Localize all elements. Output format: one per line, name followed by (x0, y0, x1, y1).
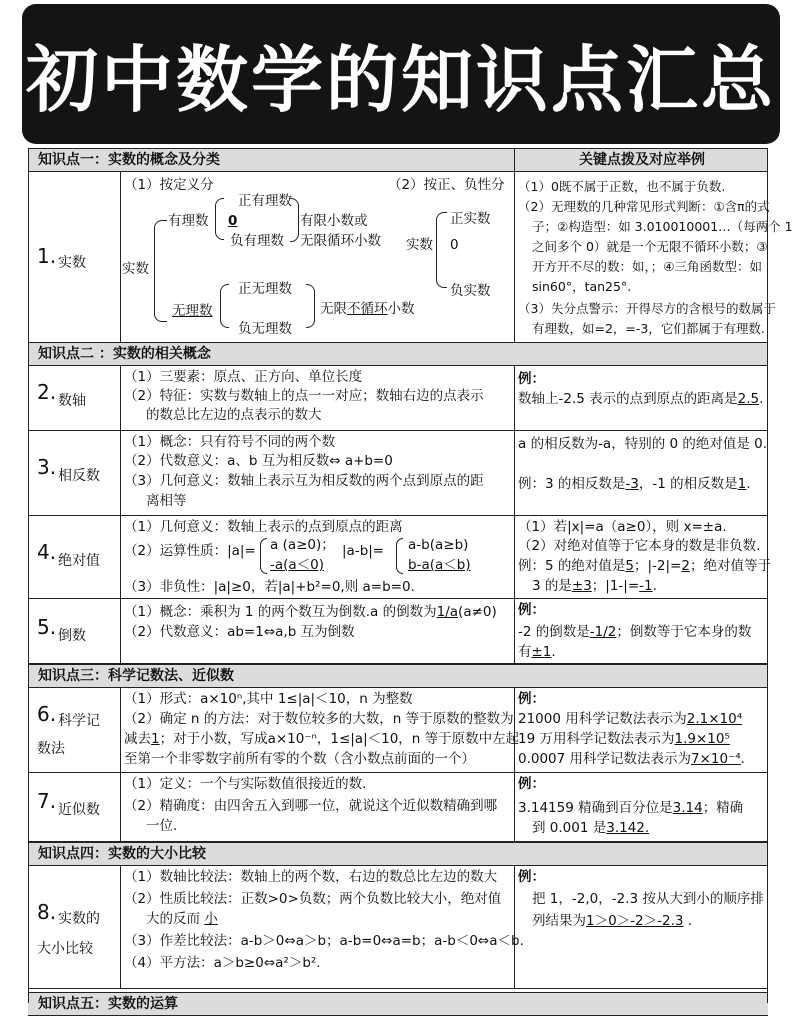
row-label (28, 172, 121, 342)
key-point-line: 有理数，如=2，=-3，它们都属于有理数. (532, 321, 765, 336)
term-positive-real: 正实数 (450, 211, 491, 227)
row-name: 数法 (37, 741, 65, 757)
definition-line: （3）作差比较法：a-b＞0⇔a＞b；a-b=0⇔a=b；a-b＜0⇔a＜b. (124, 933, 524, 949)
example-cell (514, 516, 771, 598)
definition-line: 一位. (146, 818, 178, 834)
section-header-2 (28, 342, 768, 366)
term-finite-decimal: 有限小数或 (300, 213, 368, 229)
section-header-1 (28, 148, 768, 172)
example-line: 21000 用科学记数法表示为2.1×10⁴ (518, 711, 743, 727)
example-line: 例：5 的绝对值是5；|-2|=2；绝对值等于 (518, 558, 771, 574)
definition-line: （1）数轴比较法：数轴上的两个数，右边的数总比左边的数大 (124, 869, 498, 885)
brace-irrational (220, 284, 229, 328)
knowledge-table (28, 148, 793, 1012)
key-point-line: 开方开不尽的数：如，；④三角函数型：如 (532, 259, 762, 274)
definition-line: （1）定义：一个与实际数值很接近的数. (124, 776, 367, 792)
key-points (514, 172, 793, 342)
row-name: 科学记 (58, 713, 100, 729)
row-number: 4. (37, 540, 57, 564)
row-scientific-notation (28, 688, 768, 773)
example-cell (514, 366, 768, 430)
example-cell (514, 599, 768, 663)
brace-real (154, 220, 167, 322)
term-real-2: 实数 (406, 237, 433, 253)
definition-line: （1）几何意义：数轴上表示的点到原点的距离 (124, 519, 403, 535)
note-line: a 的相反数为-a，特别的 0 的绝对值是 0. (518, 436, 768, 452)
definition-line: （2）特征：实数与数轴上的点一一对应；数轴右边的点表示 (124, 388, 484, 404)
row-name: 大小比较 (37, 941, 93, 957)
section-title: 知识点三：科学记数法、近似数 (38, 668, 234, 684)
key-point-line: 子；②构造型：如 3.010010001…（每两个 1 (532, 219, 793, 234)
term-repeating-decimal: 无限循环小数 (300, 233, 381, 249)
row-comparison (28, 866, 768, 989)
example-line: 列结果为1＞0＞-2＞-2.3 . (532, 913, 693, 929)
row-name: 近似数 (58, 802, 100, 818)
definition-cell (120, 866, 524, 988)
row-name: 实数 (58, 255, 86, 271)
brace-rational (215, 198, 224, 240)
example-label: 例： (518, 371, 545, 387)
section-header-3 (28, 664, 768, 688)
row-number: 7. (37, 789, 57, 813)
section-title: 知识点四：实数的大小比较 (38, 846, 206, 862)
row-label (28, 366, 121, 430)
row-name: 倒数 (58, 628, 86, 644)
example-line: 把 1，-2,0，-2.3 按从大到小的顺序排 (532, 891, 764, 907)
note-line: （2）对绝对值等于它本身的数是非负数. (518, 538, 761, 554)
definition-cell (120, 599, 515, 663)
row-name: 实数的 (58, 911, 100, 927)
definition-cell (120, 366, 515, 430)
key-point-line: （2）无理数的几种常见形式判断：①含π的式 (518, 199, 770, 214)
brace-real-sign (436, 212, 447, 288)
page-title: 初中数学的知识点汇总 (22, 4, 780, 144)
term-real: 实数 (122, 261, 149, 277)
row-name: 绝对值 (58, 553, 100, 569)
row-label (28, 516, 121, 598)
example-label: 例： (518, 602, 545, 618)
classification-by-sign: （2）按正、负性分 (388, 177, 505, 193)
definition-line: （1）概念：乘积为 1 的两个数互为倒数.a 的倒数为1/a(a≠0) (124, 604, 497, 620)
row-number: 6. (37, 702, 57, 726)
row-label (28, 866, 121, 988)
example-label: 例： (518, 776, 545, 792)
key-point-line: （1）0既不属于正数，也不属于负数. (518, 179, 726, 194)
term-negative-rational: 负有理数 (230, 233, 284, 249)
definition-line: 至第一个非零数字前所有零的个数（含小数点前面的一个） (124, 751, 475, 767)
example-line: 3.14159 精确到百分位是3.14；精确 (518, 800, 744, 816)
row-label (28, 688, 121, 772)
row-number-line (28, 366, 768, 431)
definition-cell (120, 688, 520, 772)
term-positive-irrational: 正无理数 (238, 281, 292, 297)
row-number: 1. (37, 244, 57, 268)
row-number: 8. (37, 900, 57, 924)
formula-piece: -a(a＜0) (270, 557, 325, 573)
term-negative-irrational: 负无理数 (238, 321, 292, 337)
note-line: （1）若|x|=a（a≥0），则 x=±a. (518, 519, 727, 535)
rbrace-rational (290, 198, 299, 242)
formula-piece: a-b(a≥b) (408, 537, 469, 553)
example-line: 数轴上-2.5 表示的点到原点的距离是2.5. (518, 391, 764, 407)
brace-abs-diff (396, 538, 403, 574)
key-point-line: sin60°，tan25°. (532, 279, 632, 294)
term-irrational: 无理数 (172, 303, 213, 319)
example-cell (514, 773, 768, 841)
row-reciprocal (28, 599, 768, 664)
example-line: 3 的是±3；|1-|=-1. (532, 578, 657, 594)
example-cell (514, 688, 768, 772)
definition-line: （1）三要素：原点、正方向、单位长度 (124, 369, 363, 385)
example-line: 到 0.001 是3.142. (532, 820, 650, 836)
example-line: -2 的倒数是-1/2；倒数等于它本身的数 (518, 624, 752, 640)
row-number: 2. (37, 380, 57, 404)
row-number: 3. (37, 455, 57, 479)
formula-piece: |a-b|= (342, 543, 385, 559)
definition-cell (120, 431, 515, 515)
term-zero-2: 0 (450, 237, 459, 253)
example-cell (514, 431, 768, 515)
example-label: 例： (518, 869, 545, 885)
definition-line: （2）性质比较法：正数>0>负数；两个负数比较大小，绝对值 (124, 891, 502, 907)
row-label (28, 599, 121, 663)
example-line: 例：3 的相反数是-3，-1 的相反数是1. (518, 476, 751, 492)
formula-piece: a (a≥0)； (270, 537, 335, 553)
brace-abs (260, 538, 267, 574)
rbrace-irrational (306, 284, 315, 328)
row-absolute-value (28, 516, 771, 599)
row-number: 5. (37, 615, 57, 639)
example-cell (514, 866, 768, 988)
definition-line: （2）代数意义：ab=1⇔a,b 互为倒数 (124, 624, 355, 640)
term-nonrepeating: 无限不循环小数 (320, 301, 415, 317)
row-approximate-number (28, 773, 768, 842)
definition-line: 大的反而 小 (146, 911, 218, 927)
definition-line: 离相等 (146, 493, 187, 509)
column-header-right: 关键点拨及对应举例 (514, 149, 769, 171)
key-point-line: （3）失分点警示：开得尽方的含根号的数属于 (518, 301, 776, 316)
formula-piece: b-a(a＜b) (408, 557, 471, 573)
definition-line: （3）几何意义：数轴上表示互为相反数的两个点到原点的距 (124, 473, 484, 489)
definition-line: （1）概念：只有符号不同的两个数 (124, 434, 336, 450)
definition-cell (120, 516, 515, 598)
row-opposite-number (28, 431, 768, 516)
row-label (28, 431, 121, 515)
definition-line: （3）非负性：|a|≥0，若|a|+b²=0,则 a=b=0. (124, 579, 415, 595)
term-positive-rational: 正有理数 (238, 193, 292, 209)
definition-line: （2）运算性质：|a|= (124, 543, 256, 559)
definition-line: （1）形式：a×10ⁿ,其中 1≤|a|＜10，n 为整数 (124, 691, 413, 707)
term-negative-real: 负实数 (450, 283, 491, 299)
definition-line: 的数总比左边的点表示的数大 (146, 407, 322, 423)
row-real-numbers (28, 172, 793, 343)
example-line: 19 万用科学记数法表示为1.9×10⁵ (518, 731, 730, 747)
example-line: 0.0007 用科学记数法表示为7×10⁻⁴. (518, 751, 745, 767)
section-title: 知识点二 ：实数的相关概念 (38, 346, 211, 362)
section-header-5 (28, 992, 768, 1016)
definition-line: （4）平方法：a＞b≥0⇔a²＞b². (124, 955, 321, 971)
definition-line: （2）精确度：由四舍五入到哪一位，就说这个近似数精确到哪 (124, 798, 498, 814)
definition-line: （2）确定 n 的方法：对于数位较多的大数，n 等于原数的整数为 (124, 711, 514, 727)
definition-line: （2）代数意义：a、b 互为相反数⇔ a+b=0 (124, 453, 393, 469)
key-point-line: 之间多个 0）就是一个无限不循环小数；③ (532, 239, 768, 254)
term-zero: 0 (228, 213, 238, 229)
row-name: 相反数 (58, 468, 100, 484)
row-label (28, 773, 121, 841)
definition-line: 减去1；对于小数，写成a×10⁻ⁿ，1≤|a|＜10，n 等于原数中左起 (124, 731, 520, 747)
section-title: 知识点五：实数的运算 (38, 996, 178, 1012)
section-header-4 (28, 842, 768, 866)
section-title: 知识点一：实数的概念及分类 (38, 152, 220, 168)
definition-cell (120, 773, 515, 841)
example-label: 例： (518, 691, 545, 707)
example-line: 有±1. (518, 644, 556, 660)
term-rational: 有理数 (168, 213, 209, 229)
classification-by-definition: （1）按定义分 (124, 177, 214, 193)
classification-diagram (120, 172, 515, 342)
row-name: 数轴 (58, 393, 86, 409)
